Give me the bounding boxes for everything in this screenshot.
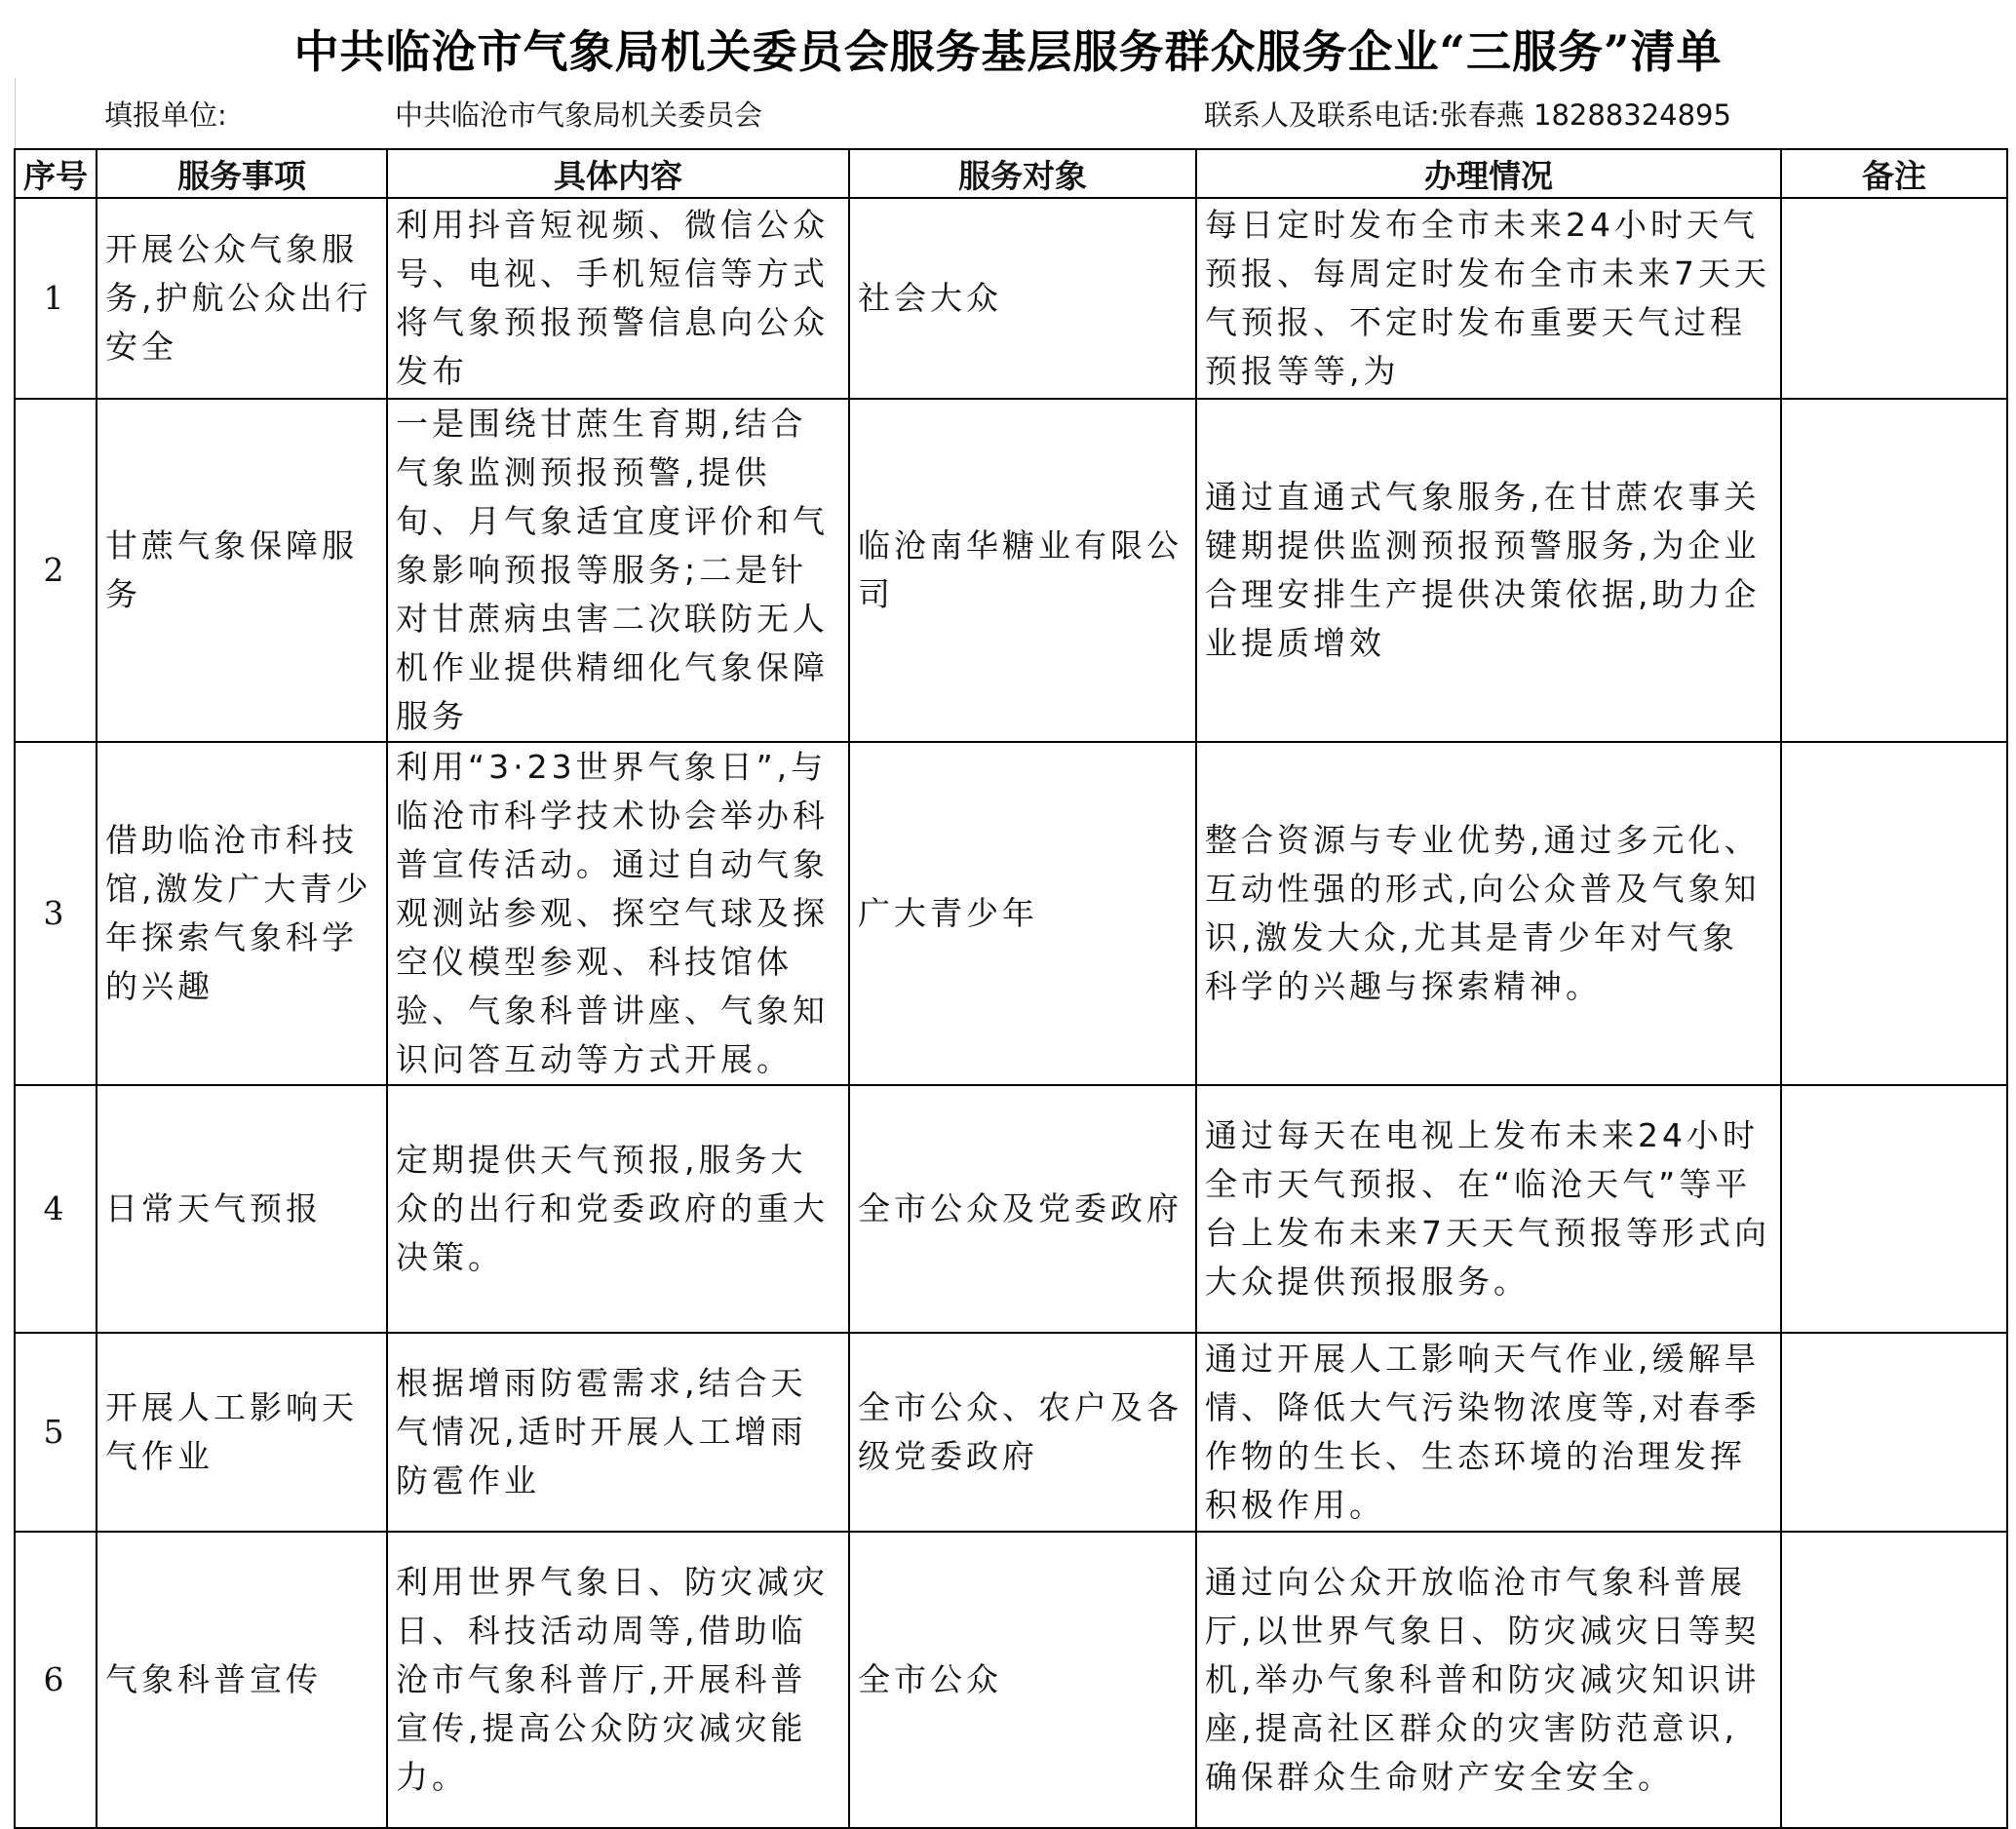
table-row: [15, 1085, 2007, 1333]
header-status: 办理情况: [1196, 149, 1781, 198]
table-row: [15, 399, 2007, 742]
row-item: 借助临沧市科技馆,激发广大青少年探索气象科学的兴趣: [97, 742, 387, 1085]
row-content: 定期提供天气预报,服务大众的出行和党委政府的重大决策。: [387, 1085, 849, 1333]
header-item: 服务事项: [97, 149, 387, 198]
row-content: 利用抖音短视频、微信公众号、电视、手机短信等方式将气象预报预警信息向公众发布: [387, 198, 849, 399]
row-item: 开展人工影响天气作业: [97, 1333, 387, 1532]
header-note: 备注: [1781, 149, 2007, 198]
row-status: 通过每天在电视上发布未来24小时全市天气预报、在“临沧天气”等平台上发布未来7天天气预报等形式向大众提供预报服务。: [1196, 1085, 1781, 1333]
info-row: [15, 78, 2007, 149]
row-note: [1781, 1333, 2007, 1532]
unit-value: 中共临沧市气象局机关委员会: [395, 97, 763, 132]
document-title: 中共临沧市气象局机关委员会服务基层服务群众服务企业“三服务”清单: [293, 25, 1723, 78]
row-status: 通过向公众开放临沧市气象科普展厅,以世界气象日、防灾减灾日等契机,举办气象科普和防灾减灾知识讲座,提高社区群众的灾害防范意识,确保群众生命财产安全安全。: [1196, 1532, 1781, 1828]
row-no: 6: [15, 1532, 97, 1828]
row-target: 全市公众及党委政府: [849, 1085, 1196, 1333]
row-note: [1781, 742, 2007, 1085]
row-content: 利用“3·23世界气象日”,与临沧市科学技术协会举办科普宣传活动。通过自动气象观测站参观、探空气球及探空仪模型参观、科技馆体验、气象科普讲座、气象知识问答互动等方式开展。: [387, 742, 849, 1085]
row-target: 广大青少年: [849, 742, 1196, 1085]
header-row: [15, 149, 2007, 198]
table-row: [15, 1333, 2007, 1532]
row-no: 3: [15, 742, 97, 1085]
row-target: 全市公众、农户及各级党委政府: [849, 1333, 1196, 1532]
row-note: [1781, 1085, 2007, 1333]
table-row: [15, 198, 2007, 399]
row-item: 日常天气预报: [97, 1085, 387, 1333]
row-status: 通过开展人工影响天气作业,缓解旱情、降低大气污染物浓度等,对春季作物的生长、生态环境的治理发挥积极作用。: [1196, 1333, 1781, 1532]
row-status: 每日定时发布全市未来24小时天气预报、每周定时发布全市未来7天天气预报、不定时发布重要天气过程预报等等,为: [1205, 206, 1771, 390]
row-item: 气象科普宣传: [97, 1532, 387, 1828]
row-content: 利用世界气象日、防灾减灾日、科技活动周等,借助临沧市气象科普厅,开展科普宣传,提高公众防灾减灾能力。: [387, 1532, 849, 1828]
header-target: 服务对象: [849, 149, 1196, 198]
row-status: 通过直通式气象服务,在甘蔗农事关键期提供监测预报预警服务,为企业合理安排生产提供决策依据,助力企业提质增效: [1196, 399, 1781, 742]
row-note: [1781, 399, 2007, 742]
row-note: [1781, 1532, 2007, 1828]
row-no: 5: [15, 1333, 97, 1532]
row-note: [1781, 198, 2007, 399]
row-status: 整合资源与专业优势,通过多元化、互动性强的形式,向公众普及气象知识,激发大众,尤其是青少年对气象科学的兴趣与探索精神。: [1196, 742, 1781, 1085]
row-item: 甘蔗气象保障服务: [97, 399, 387, 742]
row-no: 4: [15, 1085, 97, 1333]
contact-info: 联系人及联系电话:张春燕 18288324895: [1204, 97, 1731, 132]
row-target: 社会大众: [849, 198, 1196, 399]
row-target: 临沧南华糖业有限公司: [849, 399, 1196, 742]
header-content: 具体内容: [387, 149, 849, 198]
table-row: [15, 742, 2007, 1085]
row-target: 全市公众: [849, 1532, 1196, 1828]
row-content: 根据增雨防雹需求,结合天气情况,适时开展人工增雨防雹作业: [387, 1333, 849, 1532]
table-row: [15, 1532, 2007, 1828]
header-no: 序号: [15, 149, 97, 198]
unit-label: 填报单位:: [104, 97, 227, 132]
row-no: 1: [15, 198, 97, 399]
row-no: 2: [15, 399, 97, 742]
row-item: 开展公众气象服务,护航公众出行安全: [97, 198, 387, 399]
row-content: 一是围绕甘蔗生育期,结合气象监测预报预警,提供旬、月气象适宜度评价和气象影响预报等服务;二是针对甘蔗病虫害二次联防无人机作业提供精细化气象保障服务: [387, 399, 849, 742]
service-list-table: [14, 78, 2008, 1829]
